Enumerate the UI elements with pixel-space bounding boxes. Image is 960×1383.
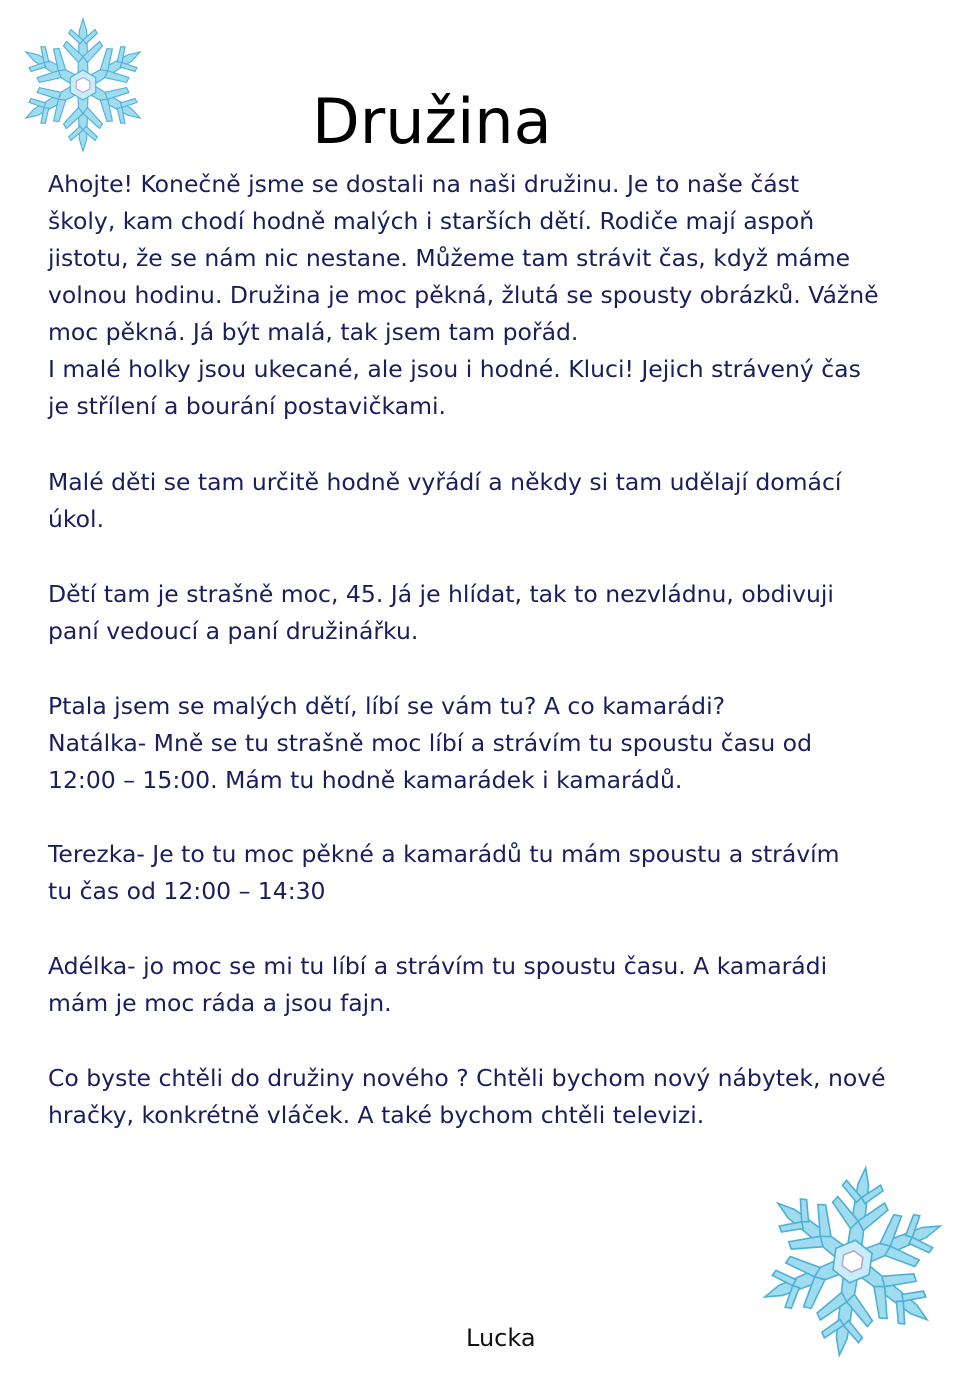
paragraph-interview-terezka: Terezka- Je to tu moc pěkné a kamarádů tu mám spoustu a strávím tu čas od 12:00 – 14:30 [48, 840, 840, 905]
paragraph-interview-adelka: Adélka- jo moc se mi tu líbí a strávím tu spoustu času. A kamarádi mám je moc ráda a jsou fajn. [48, 952, 828, 1017]
page-title: Družina [312, 85, 552, 158]
paragraph-intro: Ahojte! Konečně jsme se dostali na naši družinu. Je to naše část školy, kam chodí hodně malých i starších dětí. Rodiče mají aspoň jistotu, že se nám nic nestane. Můžeme tam strávit čas, když máme volnou hodinu. Družina je moc pěkná, žlutá se spousty obrázků. Vážně moc pěkná. Já být malá, tak jsem tam pořád. I malé holky jsou ukecané, ale jsou i hodné. Kluci! Jejich strávený čas je střílení a bourání postavičkami. [48, 170, 879, 420]
paragraph-homework: Malé děti se tam určitě hodně vyřádí a někdy si tam udělají domácí úkol. [48, 468, 842, 533]
paragraph-wishes: Co byste chtěli do družiny nového ? Chtěli bychom nový nábytek, nové hračky, konkrétně vláček. A také bychom chtěli televizi. [48, 1064, 886, 1129]
snowflake-icon [745, 1140, 960, 1383]
author-signature: Lucka [466, 1324, 536, 1352]
paragraph-children-count: Dětí tam je strašně moc, 45. Já je hlídat, tak to nezvládnu, obdivuji paní vedoucí a paní družinářku. [48, 580, 834, 645]
paragraph-interview-natalka: Ptala jsem se malých dětí, líbí se vám tu? A co kamarádi? Natálka- Mně se tu strašně moc líbí a strávím tu spoustu času od 12:00 – 15:00. Mám tu hodně kamarádek i kamarádů. [48, 692, 812, 794]
snowflake-icon [8, 0, 158, 170]
